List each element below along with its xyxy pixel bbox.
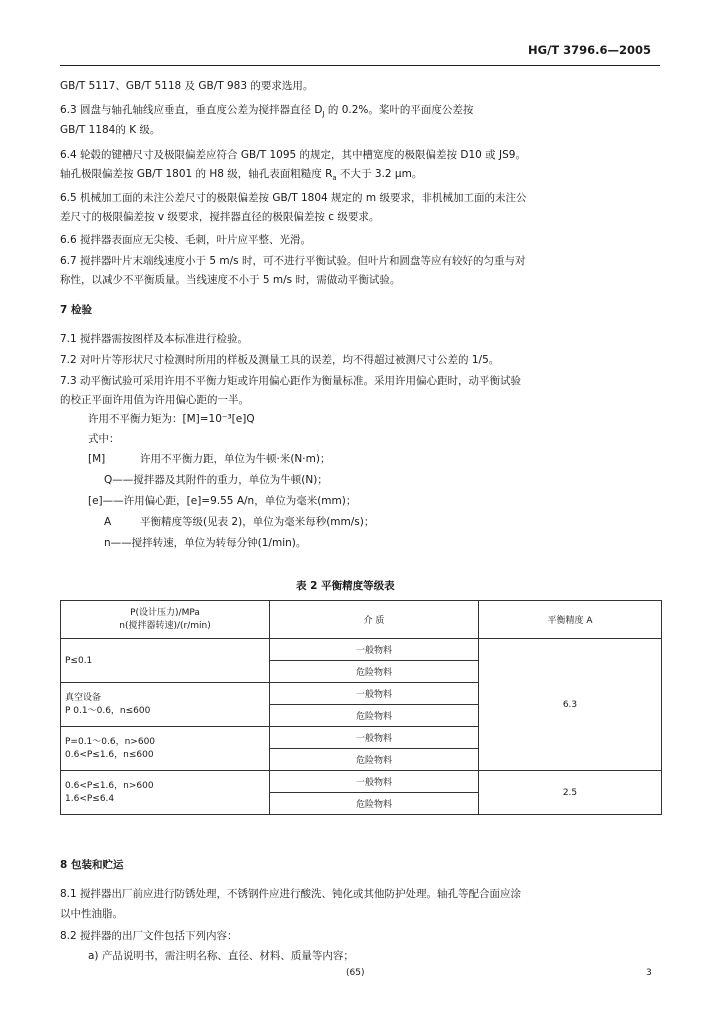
clause-7-2: 7.2 对叶片等形状尺寸检测时所用的样板及测量工具的误差，均不得超过被测尺寸公差的 1/5。 — [60, 354, 500, 366]
clause-8-2-item-a: a) 产品说明书，需注明名称、直径、材料、质量等内容； — [88, 950, 354, 962]
section-8-heading: 8 包装和贮运 — [60, 859, 124, 871]
page-mark: (65) — [346, 968, 365, 978]
cell-grade: 2.5 — [479, 771, 662, 815]
table-header-row — [61, 601, 662, 639]
formula-symbol: A — [104, 516, 112, 528]
clause-6-7-cont: 称性，以减少不平衡质量。当线速度不小于 5 m/s 时，需做动平衡试验。 — [60, 274, 401, 286]
clause-6-4-cont — [60, 167, 422, 185]
formula-symbol: [M] — [88, 453, 106, 465]
header-line: n(搅拌器转速)/(r/min) — [119, 620, 211, 631]
clause-text: 的 0.2%。桨叶的平面度公差按 — [324, 104, 474, 116]
subscript: a — [332, 174, 337, 183]
cell-line: 1.6<P≤6.4 — [65, 793, 115, 804]
formula-def: n——搅拌转速，单位为转每分钟(1/min)。 — [104, 537, 307, 549]
formula-def: Q——搅拌器及其附件的重力，单位为牛顿(N)； — [104, 474, 328, 486]
formula-where: 式中： — [88, 433, 120, 445]
clause-6-3-cont: GB/T 1184的 K 级。 — [60, 124, 161, 136]
clause-6-5: 6.5 机械加工面的未注公差尺寸的极限偏差按 GB/T 1804 规定的 m 级要求，非机械加工面的未注公 — [60, 192, 527, 204]
clause-6-6: 6.6 搅拌器表面应无尖棱、毛刺，叶片应平整、光滑。 — [60, 234, 312, 246]
table-row — [61, 771, 662, 793]
clause-7-3-cont: 的校正平面许用值为许用偏心距的一半。 — [60, 394, 249, 406]
cell-medium: 一般物料 — [270, 771, 479, 793]
section-7-heading: 7 检验 — [60, 304, 92, 316]
cell-medium: 一般物料 — [270, 727, 479, 749]
para-line: GB/T 5117、GB/T 5118 及 GB/T 983 的要求选用。 — [60, 80, 314, 92]
formula-def: [e]——许用偏心距，[e]=9.55 A/n，单位为毫米(mm)； — [88, 495, 357, 507]
cell-line: P 0.1～0.6，n≤600 — [65, 705, 151, 716]
cell-grade: 6.3 — [479, 639, 662, 771]
cell-condition: P≤0.1 — [61, 639, 270, 683]
cell-medium: 一般物料 — [270, 639, 479, 661]
clause-6-7: 6.7 搅拌器叶片末端线速度小于 5 m/s 时，可不进行平衡试验。但叶片和圆盘等应有较好的匀重与对 — [60, 255, 526, 267]
cell-line: 0.6<P≤1.6，n>600 — [65, 780, 154, 791]
header-condition — [61, 601, 270, 639]
clause-text: 不大于 3.2 μm。 — [336, 168, 423, 180]
cell-condition — [61, 727, 270, 771]
clause-6-5-cont: 差尺寸的极限偏差按 v 级要求，搅拌器直径的极限偏差按 c 级要求。 — [60, 211, 380, 223]
clause-8-1-cont: 以中性油脂。 — [60, 908, 123, 920]
cell-line: P=0.1～0.6，n>600 — [65, 736, 156, 747]
clause-text: 轴孔极限偏差按 GB/T 1801 的 H8 级，轴孔表面粗糙度 R — [60, 168, 333, 180]
table-caption: 表 2 平衡精度等级表 — [296, 580, 395, 592]
balance-grade-table — [60, 600, 662, 815]
header-rule — [60, 65, 660, 66]
clause-6-4: 6.4 轮毂的键槽尺寸及极限偏差应符合 GB/T 1095 的规定，其中槽宽度的极限偏差按 D10 或 JS9。 — [60, 149, 526, 161]
header-line: P(设计压力)/MPa — [130, 607, 200, 618]
clause-7-3: 7.3 动平衡试验可采用许用不平衡力矩或许用偏心距作为衡量标准。采用许用偏心距时，动平衡试验 — [60, 375, 522, 387]
clause-text: 6.3 圆盘与轴孔轴线应垂直，垂直度公差为搅拌器直径 D — [60, 104, 323, 116]
clause-7-1: 7.1 搅拌器需按图样及本标准进行检验。 — [60, 333, 249, 345]
cell-medium: 危险物料 — [270, 749, 479, 771]
cell-medium: 危险物料 — [270, 661, 479, 683]
page-number: 3 — [646, 968, 652, 978]
header-medium: 介 质 — [270, 601, 479, 639]
table-row — [61, 639, 662, 661]
clause-6-3 — [60, 103, 473, 121]
standard-number: HG/T 3796.6—2005 — [528, 43, 651, 57]
cell-line: 真空设备 — [65, 692, 102, 703]
clause-8-2: 8.2 搅拌器的出厂文件包括下列内容： — [60, 930, 238, 942]
cell-medium: 危险物料 — [270, 793, 479, 815]
cell-condition — [61, 771, 270, 815]
formula: 许用不平衡力矩为：[M]=10⁻³[e]Q — [88, 413, 255, 425]
cell-medium: 一般物料 — [270, 683, 479, 705]
cell-condition — [61, 683, 270, 727]
header-grade: 平衡精度 A — [479, 601, 662, 639]
formula-def: 平衡精度等级(见表 2)，单位为毫米每秒(mm/s)； — [140, 516, 375, 528]
formula-def: 许用不平衡力距，单位为牛顿·米(N·m)； — [140, 453, 331, 465]
clause-8-1: 8.1 搅拌器出厂前应进行防锈处理，不锈钢件应进行酸洗、钝化或其他防护处理。轴孔等配合面应涂 — [60, 888, 522, 900]
cell-medium: 危险物料 — [270, 705, 479, 727]
cell-line: 0.6<P≤1.6，n≤600 — [65, 749, 154, 760]
subscript: J — [322, 110, 325, 119]
